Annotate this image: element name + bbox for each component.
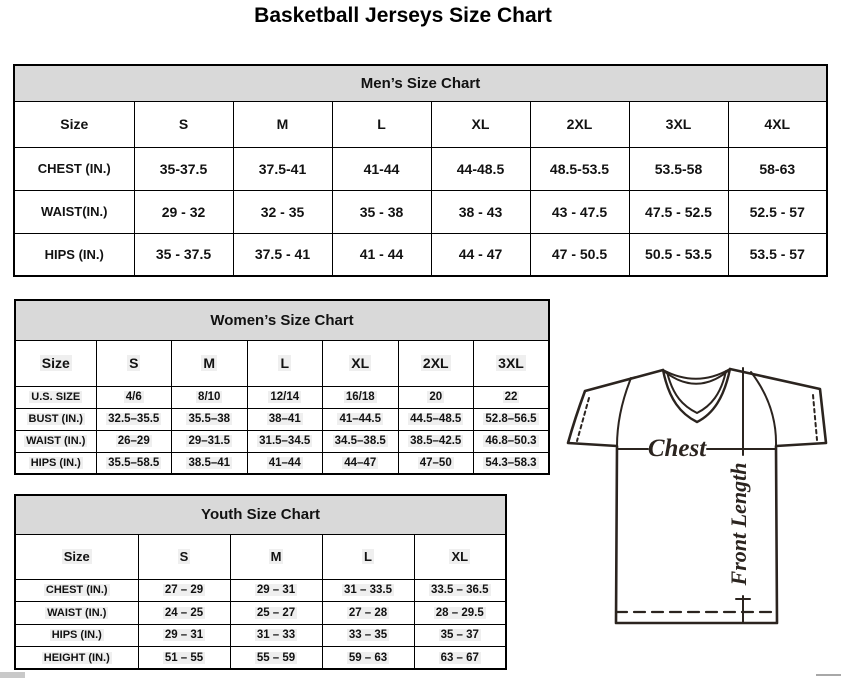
table-row (15, 340, 549, 386)
row-label-text: HIPS (IN.) (30, 456, 81, 469)
value-text: 52.8–56.5 (485, 413, 537, 425)
column-header: 4XL (728, 101, 827, 147)
value-cell (474, 430, 550, 452)
value-cell (138, 602, 230, 625)
value-text: 27 – 28 (348, 606, 388, 619)
collar-back-arc-2 (665, 371, 728, 384)
table-row (14, 233, 827, 276)
column-header: 2XL (530, 101, 629, 147)
value-cell (398, 430, 474, 452)
value-text: 4/6 (125, 391, 142, 403)
column-header (322, 534, 414, 579)
table-row (15, 430, 549, 452)
value-cell (323, 452, 399, 474)
column-header-text: M (270, 549, 282, 564)
column-header (414, 534, 506, 579)
value-cell (414, 647, 506, 670)
value-cell: 44-48.5 (431, 147, 530, 190)
page-title: Basketball Jerseys Size Chart (254, 4, 552, 27)
value-cell: 35 - 37.5 (134, 233, 233, 276)
value-cell: 50.5 - 53.5 (629, 233, 728, 276)
column-header (247, 340, 323, 386)
value-text: 33.5 – 36.5 (430, 584, 489, 597)
value-cell: 44 - 47 (431, 233, 530, 276)
value-cell (138, 624, 230, 647)
value-cell (323, 386, 399, 408)
value-cell (230, 647, 322, 670)
value-text: 29 – 31 (164, 629, 204, 642)
row-label (15, 430, 96, 452)
value-cell (323, 408, 399, 430)
value-cell (322, 647, 414, 670)
value-text: 8/10 (198, 391, 221, 403)
value-text: 31.5–34.5 (259, 435, 311, 447)
table-row (14, 65, 827, 101)
value-text: 33 – 35 (348, 629, 388, 642)
column-header-text: S (179, 549, 189, 564)
column-header (96, 340, 172, 386)
value-cell (322, 602, 414, 625)
value-cell (414, 602, 506, 625)
column-header-text: M (203, 355, 216, 371)
value-text: 47–50 (419, 456, 452, 469)
value-cell (230, 624, 322, 647)
table-row (15, 534, 506, 579)
value-cell (247, 386, 323, 408)
jersey-diagram (555, 358, 843, 630)
table-row (15, 408, 549, 430)
column-header-text: 2XL (422, 355, 449, 371)
womens-size-table (14, 299, 550, 475)
value-text: 29–31.5 (188, 435, 231, 447)
row-label (15, 579, 138, 602)
value-text: 44.5–48.5 (410, 413, 462, 425)
value-text: 35 – 37 (440, 629, 479, 642)
value-text: 25 – 27 (256, 606, 296, 619)
row-label-text: HIPS (IN.) (51, 629, 102, 642)
value-cell (247, 452, 323, 474)
value-cell: 47 - 50.5 (530, 233, 629, 276)
row-label-text: CHEST (IN.) (45, 584, 108, 597)
value-cell (474, 452, 550, 474)
row-label (15, 602, 138, 625)
row-label: CHEST (IN.) (14, 147, 134, 190)
row-label (15, 386, 96, 408)
row-label: HIPS (IN.) (14, 233, 134, 276)
value-text: 41–44.5 (339, 413, 382, 425)
value-cell (172, 386, 248, 408)
value-cell: 52.5 - 57 (728, 190, 827, 233)
value-cell (247, 408, 323, 430)
value-cell (138, 579, 230, 602)
value-cell: 41 - 44 (332, 233, 431, 276)
value-text: 38.5–41 (188, 456, 231, 469)
row-label (15, 452, 96, 474)
value-cell (398, 386, 474, 408)
value-cell: 43 - 47.5 (530, 190, 629, 233)
column-header (323, 340, 399, 386)
table-row (14, 190, 827, 233)
value-text: 34.5–38.5 (334, 435, 386, 447)
value-text: 38–41 (268, 413, 301, 425)
column-header (230, 534, 322, 579)
value-text: 22 (504, 391, 518, 403)
value-text: 51 – 55 (164, 651, 204, 664)
column-header (15, 340, 96, 386)
youth-section-title: Youth Size Chart (15, 495, 506, 534)
column-header (15, 534, 138, 579)
value-cell: 29 - 32 (134, 190, 233, 233)
column-header-text: S (129, 355, 139, 371)
armhole-seam-right (751, 372, 776, 446)
column-header-text: Size (41, 355, 70, 371)
row-label (15, 408, 96, 430)
mens-section-title: Men’s Size Chart (14, 65, 827, 101)
value-cell (230, 602, 322, 625)
table-row (14, 101, 827, 147)
value-text: 24 – 25 (164, 606, 204, 619)
value-text: 46.8–50.3 (485, 435, 537, 447)
value-cell: 53.5 - 57 (728, 233, 827, 276)
value-cell: 35 - 38 (332, 190, 431, 233)
value-cell (414, 579, 506, 602)
value-text: 35.5–58.5 (108, 456, 160, 469)
row-label (15, 647, 138, 670)
value-cell (247, 430, 323, 452)
value-cell: 35-37.5 (134, 147, 233, 190)
table-row (15, 602, 506, 625)
value-text: 20 (429, 391, 443, 403)
value-text: 29 – 31 (256, 584, 296, 597)
value-cell (322, 624, 414, 647)
table-row (15, 624, 506, 647)
value-text: 28 – 29.5 (435, 606, 484, 619)
row-label (15, 624, 138, 647)
value-cell (172, 430, 248, 452)
value-cell: 53.5-58 (629, 147, 728, 190)
column-header-text: 3XL (498, 355, 524, 371)
value-text: 27 – 29 (164, 584, 204, 597)
value-cell (96, 386, 172, 408)
value-cell (322, 579, 414, 602)
value-cell (414, 624, 506, 647)
scrollbar-fragment[interactable] (816, 674, 841, 676)
value-cell: 37.5 - 41 (233, 233, 332, 276)
column-header: 3XL (629, 101, 728, 147)
value-cell (96, 452, 172, 474)
value-cell (96, 430, 172, 452)
value-text: 16/18 (345, 391, 375, 403)
column-header-text: Size (63, 549, 90, 564)
value-cell: 58-63 (728, 147, 827, 190)
row-label-text: WAIST (IN.) (47, 606, 107, 619)
value-cell: 38 - 43 (431, 190, 530, 233)
value-cell (474, 386, 550, 408)
column-header-text: XL (351, 355, 370, 371)
value-cell: 41-44 (332, 147, 431, 190)
row-label-text: WAIST (IN.) (26, 435, 86, 447)
row-label-text: U.S. SIZE (31, 391, 81, 403)
column-header-text: XL (451, 549, 469, 564)
value-text: 63 – 67 (440, 651, 479, 664)
column-header: L (332, 101, 431, 147)
table-row (15, 300, 549, 340)
value-cell (138, 647, 230, 670)
column-header: Size (14, 101, 134, 147)
table-row (15, 579, 506, 602)
column-header (138, 534, 230, 579)
column-header (398, 340, 474, 386)
table-row (15, 647, 506, 670)
value-cell (230, 579, 322, 602)
chest-label: Chest (647, 435, 707, 462)
value-cell (398, 408, 474, 430)
value-cell: 48.5-53.5 (530, 147, 629, 190)
value-text: 54.3–58.3 (485, 456, 537, 469)
table-row (15, 452, 549, 474)
value-text: 31 – 33 (256, 629, 296, 642)
youth-size-table (14, 494, 507, 670)
value-cell: 37.5-41 (233, 147, 332, 190)
value-cell: 32 - 35 (233, 190, 332, 233)
front-length-label: Front Length (726, 462, 751, 586)
value-text: 35.5–38 (188, 413, 231, 425)
row-label: WAIST(IN.) (14, 190, 134, 233)
column-header (172, 340, 248, 386)
value-text: 12/14 (270, 391, 300, 403)
column-header (474, 340, 550, 386)
value-cell (474, 408, 550, 430)
column-header: XL (431, 101, 530, 147)
table-row (15, 386, 549, 408)
value-text: 32.5–35.5 (108, 413, 160, 425)
column-header-text: L (280, 355, 290, 371)
value-text: 59 – 63 (348, 651, 388, 664)
column-header: M (233, 101, 332, 147)
jersey-outline (568, 369, 826, 623)
value-cell (398, 452, 474, 474)
value-text: 31 – 33.5 (344, 584, 392, 597)
value-text: 26–29 (117, 435, 150, 447)
mens-size-table (13, 64, 828, 277)
column-header-text: L (364, 549, 372, 564)
scrollbar-thumb[interactable] (0, 672, 25, 678)
table-row (15, 495, 506, 534)
value-text: 38.5–42.5 (410, 435, 462, 447)
value-text: 44–47 (344, 456, 377, 469)
value-cell (172, 408, 248, 430)
value-cell (323, 430, 399, 452)
cuff-stitch-right (813, 395, 817, 440)
row-label-text: BUST (IN.) (28, 413, 83, 425)
value-cell (96, 408, 172, 430)
value-cell (172, 452, 248, 474)
value-cell: 47.5 - 52.5 (629, 190, 728, 233)
column-header: S (134, 101, 233, 147)
row-label-text: HEIGHT (IN.) (43, 651, 110, 664)
table-row (14, 147, 827, 190)
value-text: 41–44 (268, 456, 301, 469)
womens-section-title: Women’s Size Chart (15, 300, 549, 340)
value-text: 55 – 59 (256, 651, 296, 664)
armhole-seam-left (617, 378, 631, 446)
